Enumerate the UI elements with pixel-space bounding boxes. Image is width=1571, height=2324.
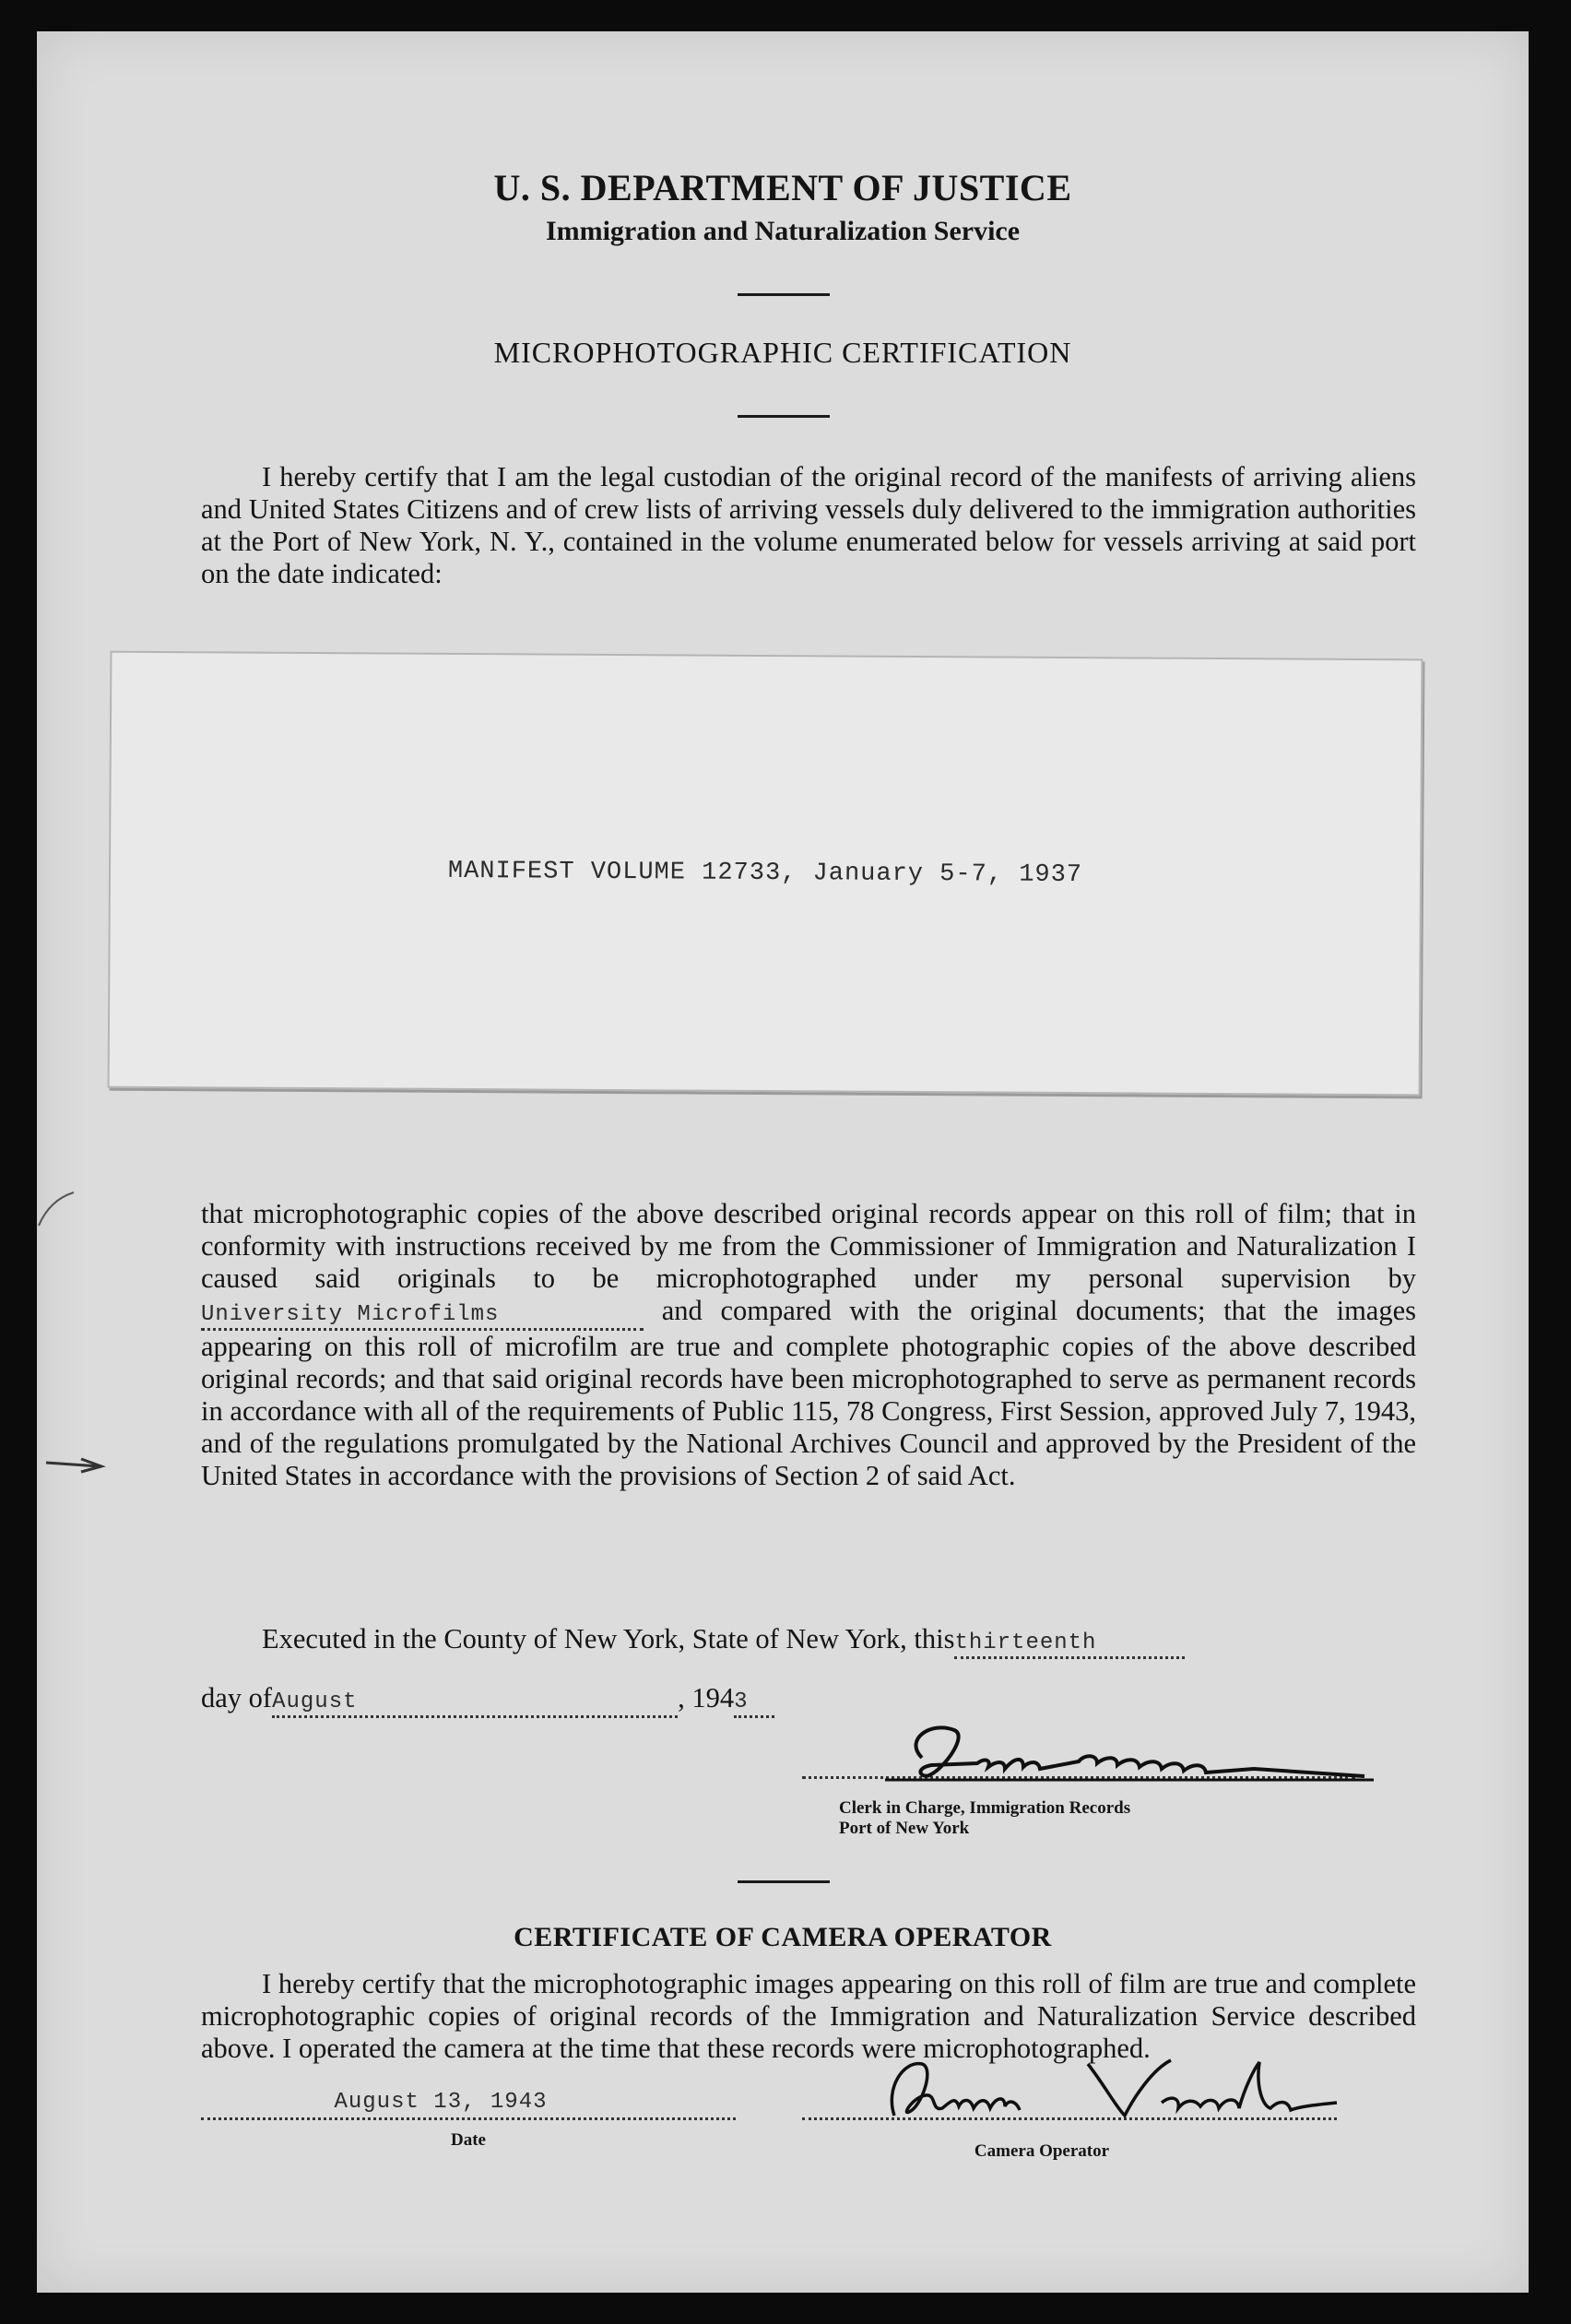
agency-heading: U. S. DEPARTMENT OF JUSTICE — [493, 167, 1072, 208]
intro-text: I hereby certify that I am the legal custodian of the original record of the manifests of arriving aliens and United States Citizens and of crew lists of arriving vessels duly delivered to the immigration authorities at the Port of New York, N. Y., contained in the volume enumerated below for vessels arriving at said port on the date indicated: — [201, 461, 1416, 589]
body-text-part1: that microphotographic copies of the above described original records appear on this roll of film; that in conformity with instructions received by me from the Commissioner of Immigration and Naturalization I caused said originals to be microphotographed under my personal supervision by — [201, 1198, 1416, 1294]
year-digit-value: 3 — [734, 1690, 749, 1714]
day-of-label: day of — [201, 1682, 273, 1713]
clerk-title — [839, 1798, 1300, 1839]
manifest-volume-text: MANIFEST VOLUME 12733, January 5-7, 1937 — [447, 857, 1083, 890]
manifest-card — [108, 651, 1423, 1097]
operator-signature-area — [802, 2051, 1447, 2134]
margin-scratch-mark — [37, 1189, 92, 1244]
body-text-part2: and compared with the original documents; that the images appearing on this roll of microfilm are true and complete photographic copies of the above described original records; and that said original records have been microphotographed to serve as permanent records in accordance with all of the requirements of Public 115, 78 Congress, First Session, approved July 7, 1943, and of the regulations promulgated by the National Archives Council and approved by the President of the United States in accordance with the provisions of Section 2 of said Act. — [201, 1295, 1417, 1491]
camera-operator-text: I hereby certify that the microphotographic images appearing on this roll of film are true and complete microphotographic copies of original records of the Immigration and Naturalization Service described above. I operated the camera at the time that these records were microphotographed. — [201, 1968, 1416, 2064]
month-field — [272, 1685, 678, 1718]
execution-prefix: Executed in the County of New York, State of New York, this — [262, 1623, 955, 1654]
day-value: thirteenth — [954, 1630, 1097, 1655]
certificate-sheet — [37, 31, 1529, 2293]
year-prefix: , 194 — [678, 1682, 735, 1713]
operator-signature — [857, 2051, 1447, 2134]
margin-arrow-mark — [44, 1452, 109, 1479]
operator-date-line — [201, 2117, 736, 2120]
clerk-title-line1: Clerk in Charge, Immigration Records — [839, 1798, 1131, 1818]
header-divider — [738, 293, 830, 296]
day-field — [954, 1626, 1185, 1659]
year-digit-field — [734, 1685, 774, 1718]
clerk-signature — [867, 1712, 1383, 1795]
month-value: August — [272, 1690, 358, 1714]
title-divider — [738, 415, 830, 418]
camera-operator-label: Camera Operator — [974, 2141, 1110, 2161]
clerk-title-line2: Port of New York — [839, 1819, 970, 1838]
camera-operator-title: CERTIFICATE OF CAMERA OPERATOR — [514, 1922, 1052, 1952]
microfilmer-field — [201, 1298, 644, 1331]
certification-title: MICROPHOTOGRAPHIC CERTIFICATION — [493, 336, 1072, 369]
clerk-signature-area — [802, 1712, 1401, 1785]
operator-date-value: August 13, 1943 — [334, 2090, 548, 2115]
body-paragraph — [201, 1198, 1416, 1492]
section-divider — [738, 1880, 830, 1883]
intro-paragraph — [201, 461, 1416, 590]
execution-line — [201, 1623, 1416, 1659]
operator-date-label: Date — [451, 2130, 486, 2150]
operator-date-field — [201, 2088, 736, 2125]
microfilmer-value: University Microfilms — [201, 1302, 500, 1327]
service-subheading: Immigration and Naturalization Service — [545, 216, 1021, 246]
